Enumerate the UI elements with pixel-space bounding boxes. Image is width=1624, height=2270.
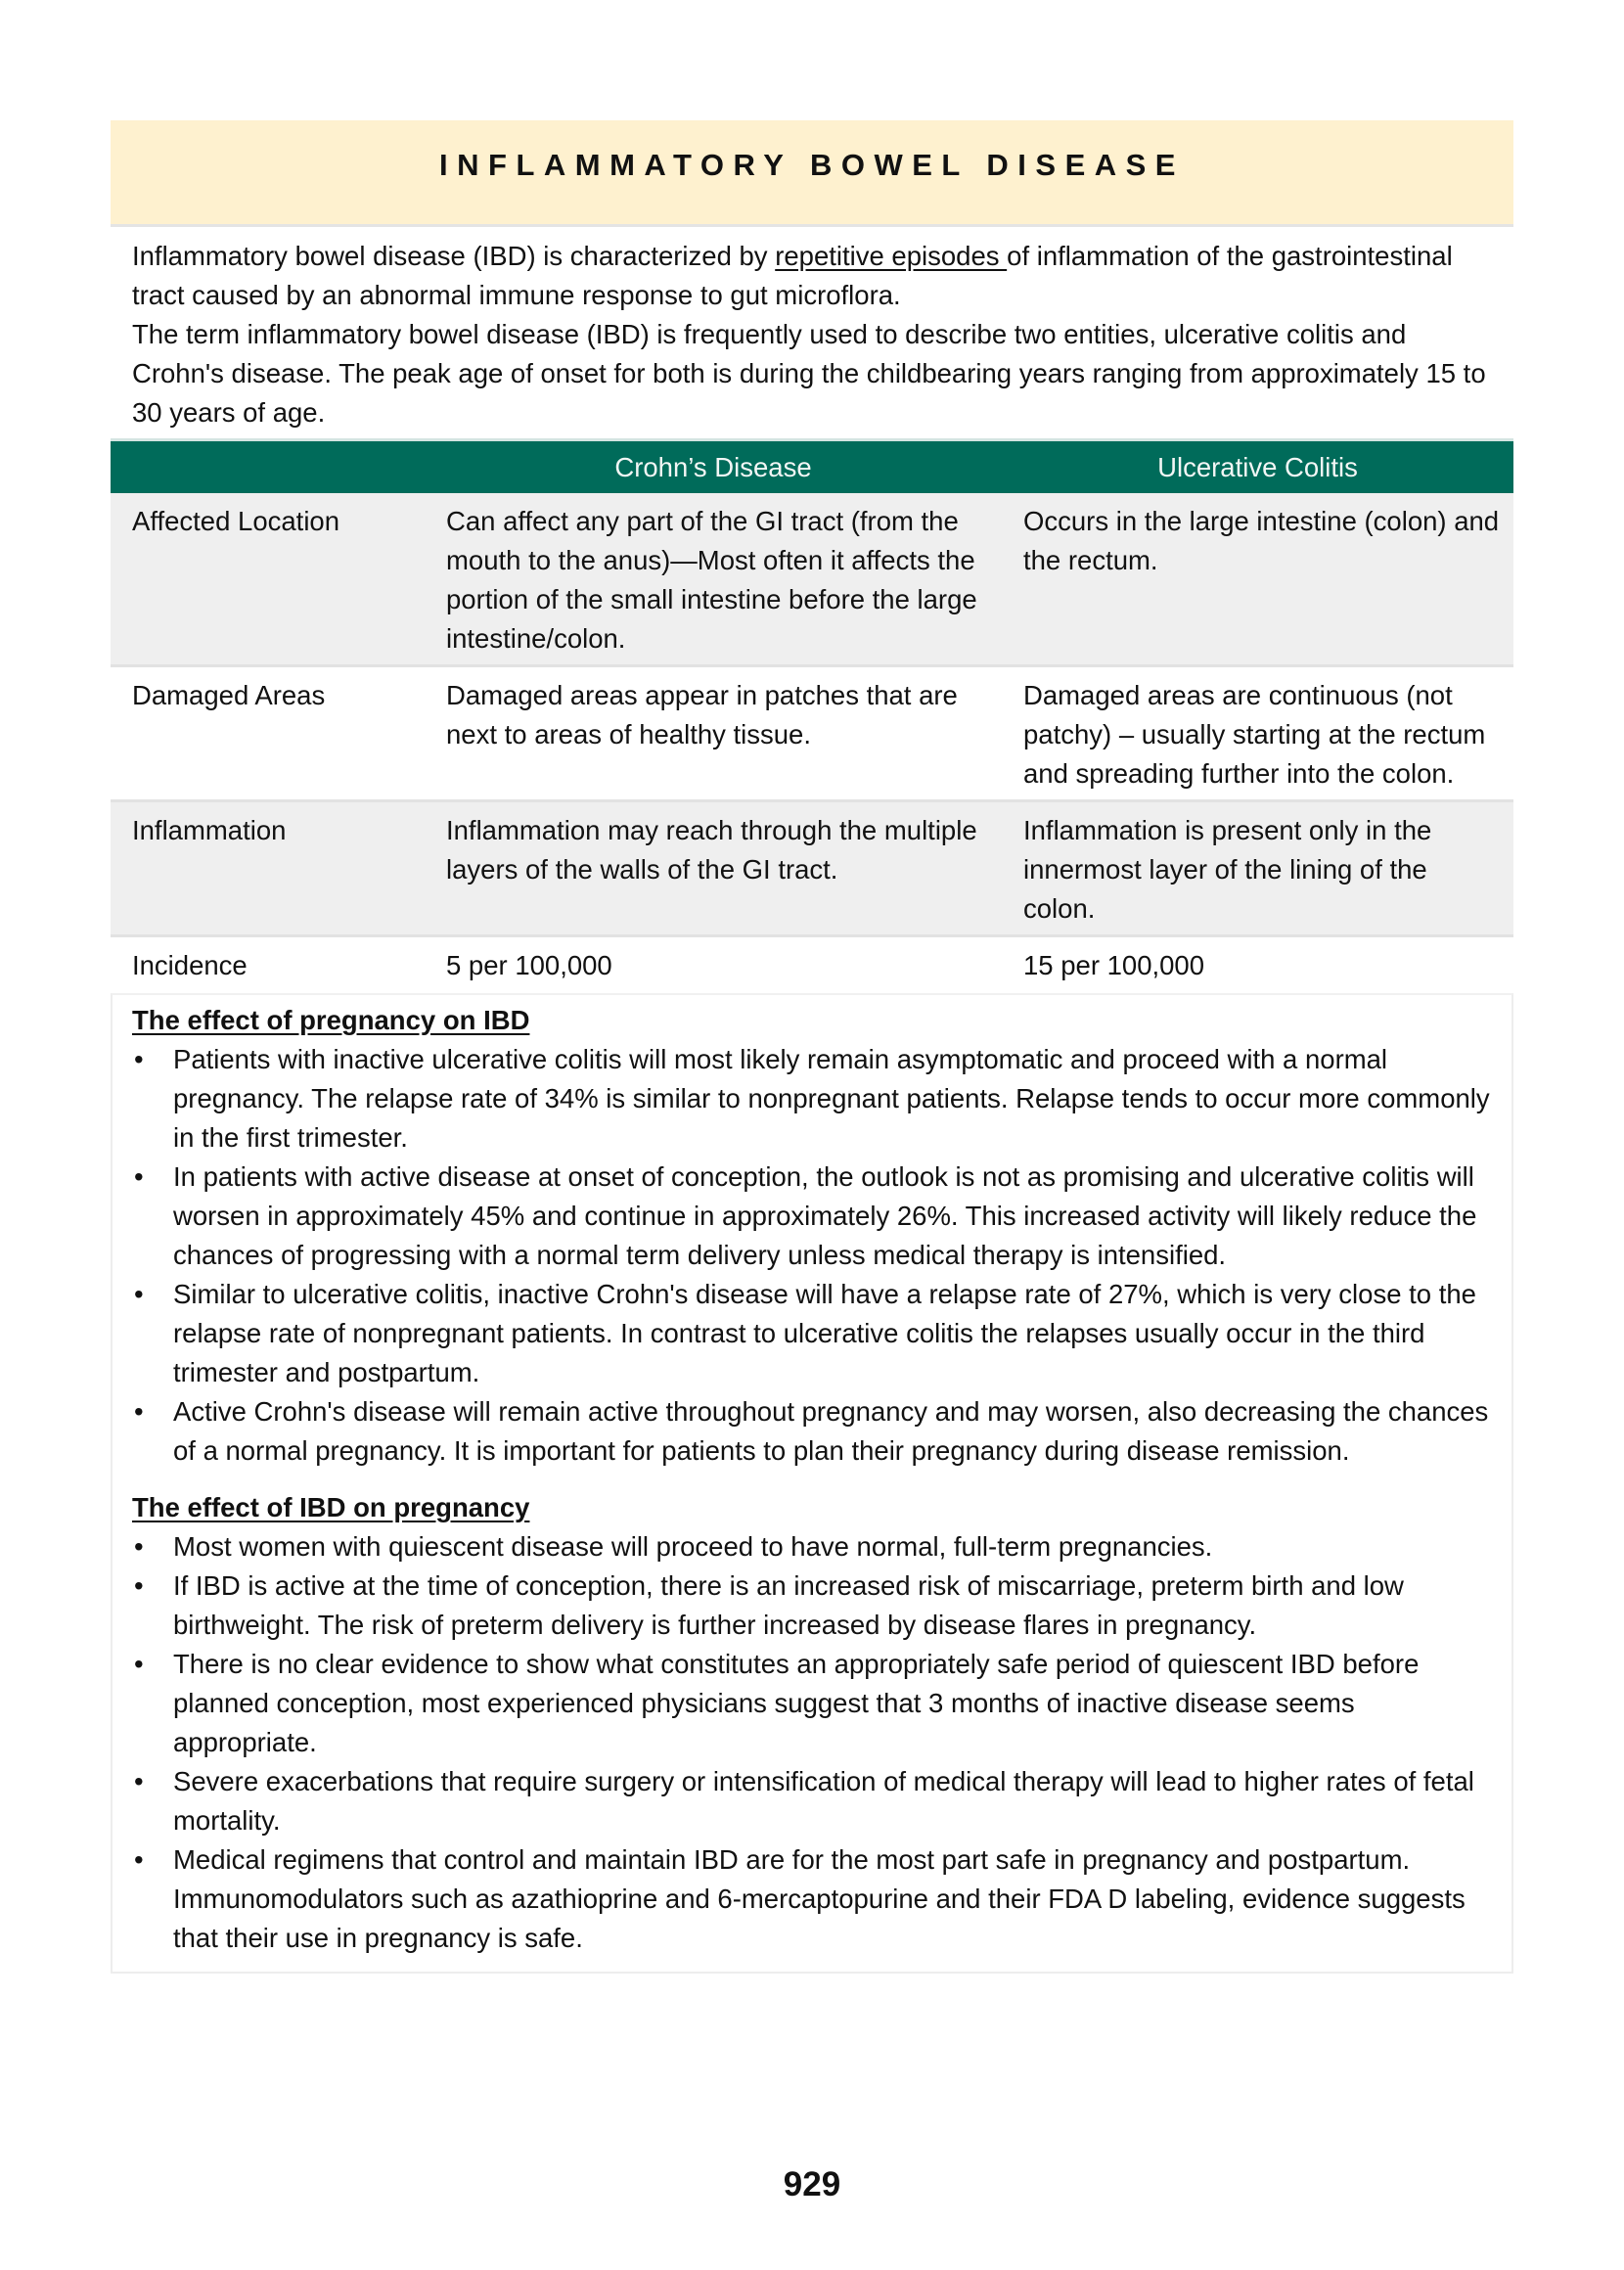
section-heading-ibd-on-pregnancy: The effect of IBD on pregnancy bbox=[132, 1492, 530, 1522]
bullet-icon: • bbox=[134, 1161, 144, 1192]
table-row bbox=[111, 936, 1513, 992]
page-number: 929 bbox=[783, 2165, 841, 2203]
comparison-table bbox=[111, 438, 1513, 991]
header-ulcerative-colitis: Ulcerative Colitis bbox=[1157, 451, 1358, 482]
list-item bbox=[132, 1275, 1492, 1392]
list-item-text: In patients with active disease at onset of conception, the outlook is not as promising and ulcerative colitis will worsen in approximately 45% and continue in approximately 26%. This increased activity will likely reduce the chances of progressing with a normal term delivery unless medical therapy is intensified. bbox=[173, 1161, 1477, 1270]
list-item bbox=[132, 1840, 1492, 1958]
intro-paragraph-2: The term inflammatory bowel disease (IBD) is frequently used to describe two entities, ulcerative colitis and Crohn's disease. The peak age of onset for both is during the childbearing years ranging from approximately 15 to 30 years of age. bbox=[132, 319, 1486, 428]
header-empty bbox=[111, 440, 425, 494]
crohns-cell: Can affect any part of the GI tract (from the mouth to the anus)—Most often it affects the portion of the small intestine before the large intestine/colon. bbox=[425, 493, 1002, 666]
list-item bbox=[132, 1158, 1492, 1275]
uc-cell: 15 per 100,000 bbox=[1023, 950, 1205, 980]
header-crohns: Crohn’s Disease bbox=[614, 451, 812, 482]
list-item-text: If IBD is active at the time of conception, there is an increased risk of miscarriage, preterm birth and low birthweight. The risk of preterm delivery is further increased by disease flares in pregnancy. bbox=[173, 1570, 1404, 1640]
bullet-icon: • bbox=[134, 1766, 144, 1796]
list-item-text: There is no clear evidence to show what constitutes an appropriately safe period of quiescent IBD before planned conception, most experienced physicians suggest that 3 months of inactive disease seems appropriate. bbox=[173, 1649, 1420, 1757]
uc-cell: Inflammation is present only in the innermost layer of the lining of the colon. bbox=[1002, 801, 1513, 936]
bullet-icon: • bbox=[134, 1279, 144, 1309]
row-label: Inflammation bbox=[111, 801, 425, 936]
row-label: Damaged Areas bbox=[132, 680, 326, 710]
bullet-list bbox=[132, 1040, 1492, 1471]
crohns-cell: Damaged areas appear in patches that are next to areas of healthy tissue. bbox=[446, 680, 958, 749]
page-title: INFLAMMATORY BOWEL DISEASE bbox=[439, 148, 1185, 182]
list-item-text: Severe exacerbations that require surgery or intensification of medical therapy will lead to higher rates of fetal mortality. bbox=[173, 1766, 1474, 1836]
list-item-text: Medical regimens that control and maintain IBD are for the most part safe in pregnancy and postpartum. Immunomodulators such as azathioprine and 6-mercaptopurine and their FDA D labeling, evidence suggests that their use in pregnancy is safe. bbox=[173, 1844, 1466, 1953]
list-item bbox=[132, 1566, 1492, 1645]
page-content bbox=[111, 120, 1513, 1974]
list-item-text: Patients with inactive ulcerative colitis will most likely remain asymptomatic and proceed with a normal pregnancy. The relapse rate of 34% is similar to nonpregnant patients. Relapse tends to occur more commonly in the first trimester. bbox=[173, 1044, 1490, 1153]
row-label: Incidence bbox=[132, 950, 248, 980]
list-item bbox=[132, 1527, 1492, 1566]
intro-text-span: of inflammation of the gastrointestinal tract caused by an abnormal immune response to gut microflora. bbox=[132, 241, 1453, 310]
crohns-cell: 5 per 100,000 bbox=[446, 950, 612, 980]
bullet-icon: • bbox=[134, 1044, 144, 1074]
list-item bbox=[132, 1762, 1492, 1840]
bullet-icon: • bbox=[134, 1396, 144, 1427]
table-row bbox=[111, 801, 1513, 936]
bullet-icon: • bbox=[134, 1649, 144, 1679]
table-row bbox=[111, 493, 1513, 666]
intro-text bbox=[111, 227, 1513, 438]
list-item bbox=[132, 1040, 1492, 1158]
bullet-list bbox=[132, 1527, 1492, 1958]
list-item-text: Most women with quiescent disease will proceed to have normal, full-term pregnancies. bbox=[173, 1531, 1213, 1562]
bullet-icon: • bbox=[134, 1531, 144, 1562]
list-item bbox=[132, 1645, 1492, 1762]
notes-box bbox=[111, 993, 1513, 1974]
uc-cell: Occurs in the large intestine (colon) and the rectum. bbox=[1002, 493, 1513, 666]
bullet-icon: • bbox=[134, 1570, 144, 1601]
list-item bbox=[132, 1392, 1492, 1471]
list-item-text: Active Crohn's disease will remain active throughout pregnancy and may worsen, also decreasing the chances of a normal pregnancy. It is important for patients to plan their pregnancy during disease remission. bbox=[173, 1396, 1489, 1466]
uc-cell: Damaged areas are continuous (not patchy) – usually starting at the rectum and spreading further into the colon. bbox=[1023, 680, 1486, 789]
section-heading-pregnancy-on-ibd: The effect of pregnancy on IBD bbox=[132, 1005, 530, 1035]
underlined-phrase: repetitive episodes bbox=[775, 241, 1008, 271]
table-row bbox=[111, 666, 1513, 801]
title-banner bbox=[111, 120, 1513, 227]
row-label: Affected Location bbox=[111, 493, 425, 666]
crohns-cell: Inflammation may reach through the multiple layers of the walls of the GI tract. bbox=[425, 801, 1002, 936]
table-header-row bbox=[111, 440, 1513, 494]
intro-paragraph-1 bbox=[132, 237, 1492, 315]
intro-text-span: Inflammatory bowel disease (IBD) is characterized by bbox=[132, 241, 776, 271]
list-item-text: Similar to ulcerative colitis, inactive Crohn's disease will have a relapse rate of 27%, which is very close to the relapse rate of nonpregnant patients. In contrast to ulcerative colitis the relapses usually occur in the third trimester and postpartum. bbox=[173, 1279, 1476, 1387]
bullet-icon: • bbox=[134, 1844, 144, 1875]
